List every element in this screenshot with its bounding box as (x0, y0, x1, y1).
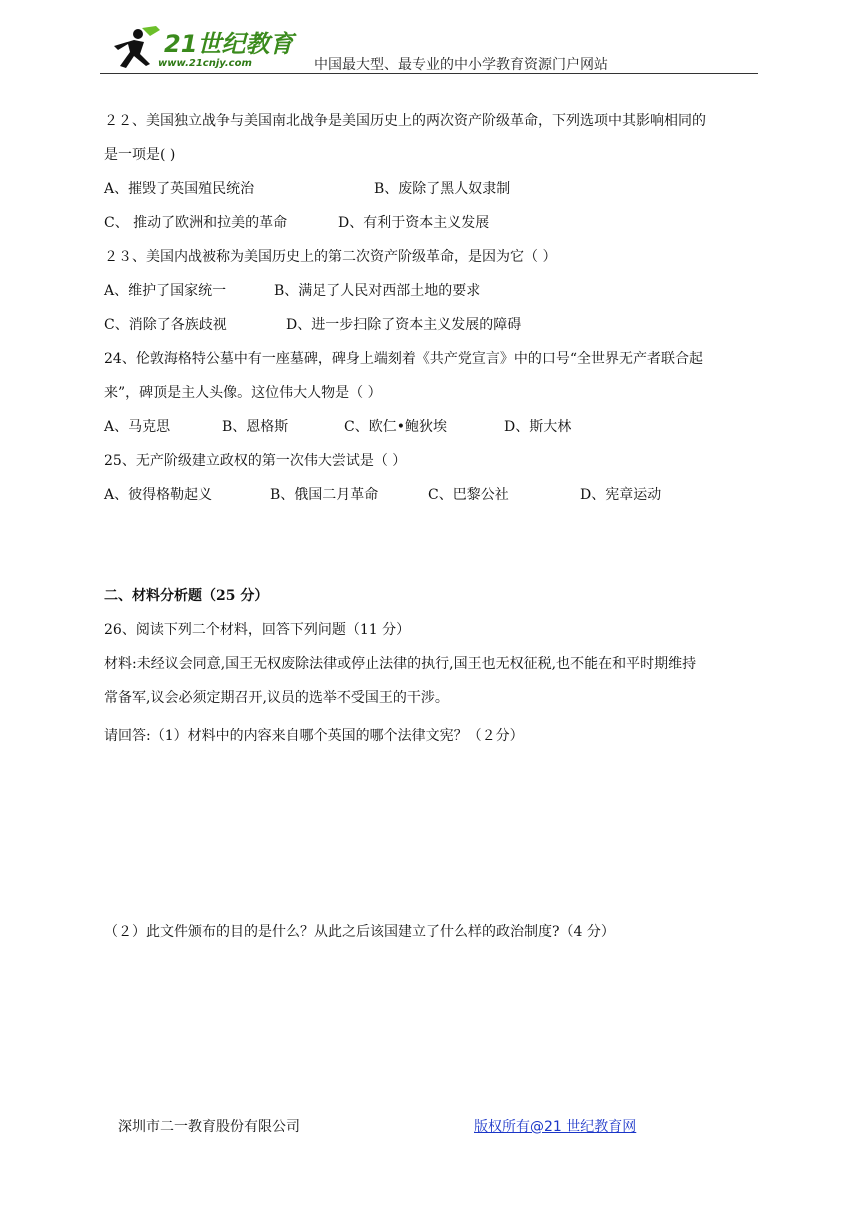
question-25-option-b: B、俄国二月革命 (270, 487, 379, 503)
question-22-line1: ２２、美国独立战争与美国南北战争是美国历史上的两次资产阶级革命，下列选项中其影响相同的 (104, 113, 706, 129)
question-24-option-d: D、斯大林 (504, 419, 572, 435)
question-25-line1: 25、无产阶级建立政权的第一次伟大尝试是（ ） (104, 453, 407, 469)
site-logo[interactable] (100, 22, 300, 74)
question-23-line1: ２３、美国内战被称为美国历史上的第二次资产阶级革命，是因为它（ ） (104, 249, 557, 265)
material-line2: 常备军,议会必须定期召开,议员的选举不受国王的干涉。 (104, 690, 449, 706)
question-26-sub2: （２）此文件颁布的目的是什么？从此之后该国建立了什么样的政治制度?（4 分） (104, 924, 615, 940)
question-26-intro: 26、阅读下列二个材料，回答下列问题（11 分） (104, 622, 411, 638)
question-24-option-c: C、欧仁•鲍狄埃 (344, 419, 447, 435)
footer-company: 深圳市二一教育股份有限公司 (118, 1119, 300, 1135)
logo-url: www.21cnjy.com (158, 58, 252, 69)
question-24-line2: 来”，碑顶是主人头像。这位伟大人物是（ ） (104, 385, 382, 401)
question-26-sub1: 请回答:（1）材料中的内容来自哪个英国的哪个法律文宪？（２分） (104, 728, 524, 744)
question-25-option-c: C、巴黎公社 (428, 487, 509, 503)
question-22-option-c: C、 推动了欧洲和拉美的革命 (104, 215, 288, 231)
question-23-option-b: B、满足了人民对西部土地的要求 (274, 283, 481, 299)
question-23-option-c: C、消除了各族歧视 (104, 317, 227, 333)
question-23-option-d: D、进一步扫除了资本主义发展的障碍 (286, 317, 522, 333)
question-22-option-b: B、废除了黑人奴隶制 (374, 181, 511, 197)
logo-wordmark: 21世纪教育 (164, 30, 294, 58)
question-22-option-a: A、摧毁了英国殖民统治 (104, 181, 255, 197)
question-24-option-b: B、恩格斯 (222, 419, 289, 435)
header-divider (100, 73, 758, 74)
question-24-line1: 24、伦敦海格特公墓中有一座墓碑，碑身上端刻着《共产党宣言》中的口号“全世界无产者联合起 (104, 351, 703, 367)
question-22-option-d: D、有利于资本主义发展 (338, 215, 490, 231)
question-22-line2: 是一项是( ) (104, 147, 176, 163)
material-line1: 材料:未经议会同意,国王无权废除法律或停止法律的执行,国王也无权征税,也不能在和平时期维持 (104, 656, 697, 672)
question-24-option-a: A、马克思 (104, 419, 171, 435)
runner-logo-icon (106, 24, 166, 70)
section-2-title: 二、材料分析题（25 分） (104, 588, 269, 604)
footer-copyright-link[interactable]: 版权所有@21 世纪教育网 (474, 1119, 637, 1135)
page-header (100, 22, 758, 78)
question-25-option-a: A、彼得格勒起义 (104, 487, 213, 503)
question-23-option-a: A、维护了国家统一 (104, 283, 227, 299)
question-25-option-d: D、宪章运动 (580, 487, 662, 503)
site-tagline: 中国最大型、最专业的中小学教育资源门户网站 (314, 57, 608, 73)
